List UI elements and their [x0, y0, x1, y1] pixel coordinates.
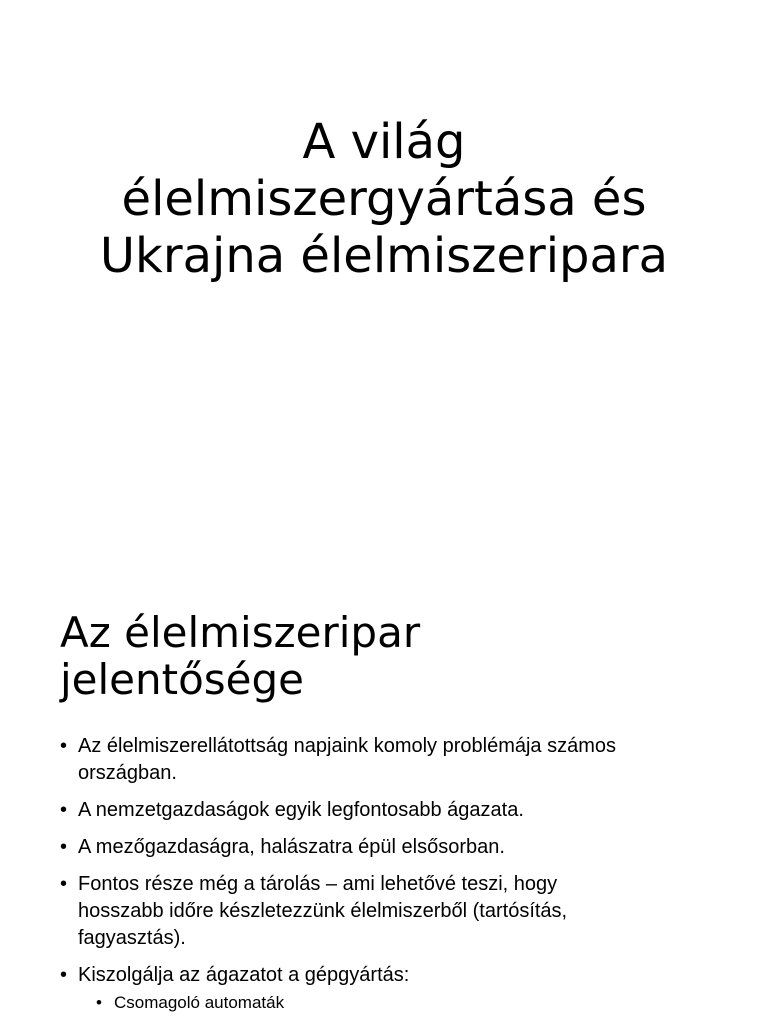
bullet-item [60, 733, 720, 787]
slide-title [40, 114, 728, 285]
bullet-text: fagyasztás). [78, 927, 186, 949]
bullet-text: országban. [78, 762, 177, 784]
bullet-item [60, 871, 720, 952]
bullet-item [60, 834, 720, 861]
bullet-list [60, 733, 720, 1024]
sub-bullet-item: • Csomagoló automaták [78, 991, 720, 1015]
section-title-line: jelentősége [60, 655, 305, 704]
bullet-text: hosszabb időre készletezzünk élelmiszerből (tartósítás, [78, 900, 568, 922]
content-slide [0, 576, 768, 1024]
section-title-line: Az élelmiszeripar [60, 608, 421, 657]
sub-bullet-list [78, 991, 720, 1015]
bullet-text: • Kiszolgálja az ágazatot a gépgyártás: [78, 964, 410, 986]
bullet-item [60, 797, 720, 824]
bullet-text: • Az élelmiszerellátottság napjaink komoly problémája számos [78, 735, 617, 757]
bullet-item [60, 962, 720, 1015]
slide-title-line: A világ [302, 114, 466, 170]
section-title [60, 609, 420, 703]
bullet-text: • Fontos része még a tárolás – ami lehetővé teszi, hogy [78, 873, 558, 895]
slide-title-line: Ukrajna élelmiszeripara [99, 228, 669, 284]
bullet-text: • A nemzetgazdaságok egyik legfontosabb ágazata. [78, 799, 524, 821]
bullet-text: • A mezőgazdaságra, halászatra épül elsősorban. [78, 836, 505, 858]
slide-title-line: élelmiszergyártása és [121, 171, 647, 227]
